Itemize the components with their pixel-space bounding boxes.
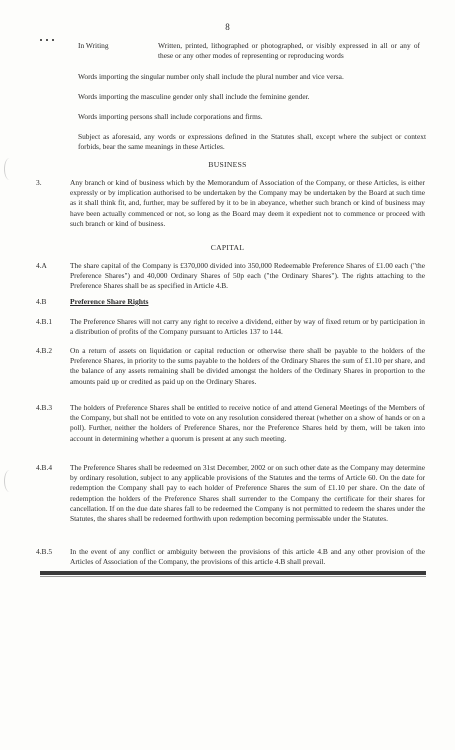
clause-number: 4.A [36,261,47,270]
clause-text: In the event of any conflict or ambiguity between the provisions of this article 4.B and any other provision of the Articles of Association of the Company, the provisions of this article 4.B shall prevail. [70,547,425,567]
business-heading: BUSINESS [208,160,247,169]
clause-number: 4.B.4 [36,463,53,472]
page-number: 8 [225,22,230,32]
page-bottom-rule [40,571,426,575]
clause-number: 4.B.3 [36,403,53,412]
clause-text: On a return of assets on liquidation or capital reduction or otherwise there shall be payable to the holders of the Preference Shares, in priority to the sums payable to the holders of the Ordinary Shares the sum of £1.10 per share, and the balance of any assets remaining shall be divided amongst the holders of the Ordinary Shares in proportion to the amounts paid up or credited as paid up on the Ordinary Shares. [70,346,425,386]
preference-share-rights-heading: Preference Share Rights [70,297,149,306]
interpretation-paragraph: Words importing the masculine gender only shall include the feminine gender. [78,92,310,101]
punch-hole-mark [4,470,15,492]
clause-text: The Preference Shares shall be redeemed on 31st December, 2002 or on such other date as the Company may determine by ordinary resolution, subject to any applicable provisions of the Statutes and the terms of Article 60. On the date for redemption the Company shall pay to each holder of Preference Shares the sum of £1.10 per share. On the date of redemption the holders of the Preference Shares shall surrender to the Company the certificate for their shares for cancellation. If on the due date shares fall to be redeemed the Company is not permitted to redeem the shares under the Statutes, the shares shall be redeemed forthwith upon redemption becoming permissable under the Statutes. [70,463,425,524]
clause-number: 4.B.1 [36,317,53,326]
clause-number: 4.B [36,297,47,306]
page-bottom-rule [40,576,426,577]
interpretation-paragraph: Subject as aforesaid, any words or expressions defined in the Statutes shall, except where the subject or context forbids, bear the same meanings in these Articles. [78,132,426,152]
definition-text: Written, printed, lithographed or photographed, or visibly expressed in all or any of these or any other modes of representing or reproducing words [158,41,420,61]
clause-text: The share capital of the Company is £370,000 divided into 350,000 Redeemable Preference Shares of £1.00 each ("the Preference Shares") and 40,000 Ordinary Shares of 50p each ("the Ordinary Shares"). The rights attaching to the Preference Shares shall be as specified in Article 4.B. [70,261,425,291]
capital-heading: CAPITAL [210,243,245,252]
interpretation-paragraph: Words importing the singular number only shall include the plural number and vice versa. [78,72,344,81]
interpretation-paragraph: Words importing persons shall include corporations and firms. [78,112,263,121]
clause-number: 4.B.2 [36,346,53,355]
clause-text: The holders of Preference Shares shall be entitled to receive notice of and attend General Meetings of the Members of the Company, but shall not be entitled to vote on any resolution considered thereat (whether on a show of hands or on a poll). Further, neither the holders of Preference Shares, nor the Preference Shares held by them, will be taken into account in determining whether a quorum is present at any such meeting. [70,403,425,443]
clause-number: 4.B.5 [36,547,53,556]
clause-text: The Preference Shares will not carry any right to receive a dividend, either by way of fixed return or by participation in a distribution of profits of the Company pursuant to Articles 137 to 144. [70,317,425,337]
clause-number: 3. [36,178,42,187]
business-clause-text: Any branch or kind of business which by the Memorandum of Association of the Company, or these Articles, is either expressly or by implication authorised to be undertaken by the Company may be undertaken by the Board at such time as it shall think fit, and, further, may be suffered by it to be in abeyance, whether such branch or kind of business may have been actually commenced or not, so long as the Board may deem it expedient not to commence or proceed with such branch or kind of business. [70,178,425,228]
definition-term: In Writing [78,41,109,50]
